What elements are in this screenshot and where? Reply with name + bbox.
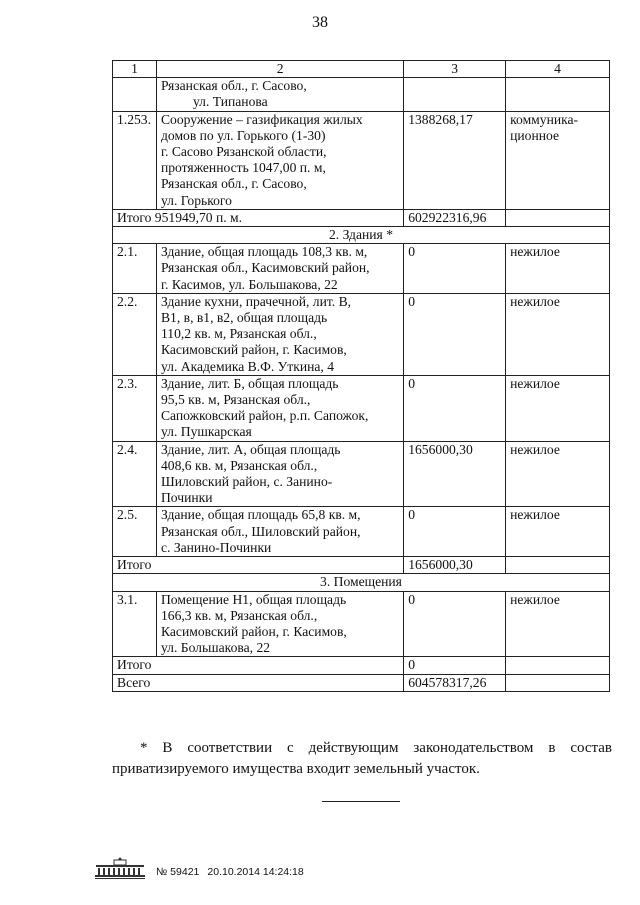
description-line: с. Занино-Починки <box>160 539 272 555</box>
row-description-cell <box>156 507 403 557</box>
header-cell: 3 <box>404 61 506 78</box>
row-description-cell <box>156 244 403 294</box>
separator-line <box>322 801 400 802</box>
section-row <box>113 574 610 591</box>
description-line: ул. Академика В.Ф. Уткина, 4 <box>160 358 335 374</box>
row-description-cell <box>156 293 403 375</box>
description-line: Шиловский район, с. Занино- <box>160 474 333 490</box>
row-purpose-cell <box>506 78 610 111</box>
row-description-cell <box>156 375 403 441</box>
stamp-datetime: 20.10.2014 14:24:18 <box>207 866 304 878</box>
row-purpose-cell <box>506 111 610 209</box>
row-purpose-cell: нежилое <box>506 507 610 557</box>
table-row <box>113 507 610 557</box>
description-line: 95,5 кв. м, Рязанская обл., <box>160 392 311 408</box>
total-value: 602922316,96 <box>404 209 506 226</box>
row-purpose-cell: нежилое <box>506 441 610 507</box>
grand-total-row <box>113 674 610 691</box>
description-line: Починки <box>160 490 213 506</box>
table-row <box>113 293 610 375</box>
row-number-cell: 2.5. <box>113 507 157 557</box>
table-row <box>113 441 610 507</box>
description-line: г. Касимов, ул. Большакова, 22 <box>160 276 338 292</box>
description-line: Рязанская обл., г. Сасово, <box>160 176 307 192</box>
description-line: ул. Большакова, 22 <box>160 640 271 656</box>
row-value-cell: 0 <box>404 293 506 375</box>
row-value-cell <box>404 78 506 111</box>
table-row <box>113 375 610 441</box>
description-line: ул. Пушкарская <box>160 424 252 440</box>
row-number-cell: 2.4. <box>113 441 157 507</box>
header-cell: 2 <box>156 61 403 78</box>
section-row <box>113 227 610 244</box>
description-line: протяженность 1047,00 п. м, <box>160 160 326 176</box>
row-purpose-cell: нежилое <box>506 244 610 294</box>
row-description-cell <box>156 78 403 111</box>
total-row <box>113 657 610 674</box>
description-line: Касимовский район, г. Касимов, <box>160 342 347 358</box>
total-label: Итого 951949,70 п. м. <box>113 209 404 226</box>
property-table <box>112 60 610 692</box>
description-line: Рязанская обл., г. Сасово, <box>160 78 307 94</box>
total-value: 1656000,30 <box>404 557 506 574</box>
header-cell: 1 <box>113 61 157 78</box>
row-number-cell: 2.2. <box>113 293 157 375</box>
description-line: г. Сасово Рязанской области, <box>160 144 327 160</box>
document-stamp <box>92 854 304 880</box>
row-number-cell: 1.253. <box>113 111 157 209</box>
total-row <box>113 209 610 226</box>
row-number-cell <box>113 78 157 111</box>
total-label: Итого <box>113 657 404 674</box>
total-row <box>113 557 610 574</box>
total-label: Итого <box>113 557 404 574</box>
table-row <box>113 244 610 294</box>
row-value-cell: 1388268,17 <box>404 111 506 209</box>
section-title: 2. Здания * <box>113 227 610 244</box>
description-line: 110,2 кв. м, Рязанская обл., <box>160 326 317 342</box>
row-purpose-cell: нежилое <box>506 293 610 375</box>
description-line: домов по ул. Горького (1-30) <box>160 127 326 143</box>
row-description-cell <box>156 441 403 507</box>
row-value-cell: 0 <box>404 591 506 657</box>
table-header-row <box>113 61 610 78</box>
description-line: Здание, лит. Б, общая площадь <box>160 375 339 391</box>
description-line: Здание, лит. А, общая площадь <box>160 441 341 457</box>
description-line: Рязанская обл., Шиловский район, <box>160 523 361 539</box>
row-value-cell: 1656000,30 <box>404 441 506 507</box>
row-value-cell: 0 <box>404 375 506 441</box>
section-title: 3. Помещения <box>113 574 610 591</box>
row-number-cell: 3.1. <box>113 591 157 657</box>
purpose-line: коммуника- <box>510 111 579 127</box>
description-line: Здание, общая площадь 65,8 кв. м, <box>160 507 361 523</box>
header-cell: 4 <box>506 61 610 78</box>
description-line: 166,3 кв. м, Рязанская обл., <box>160 607 318 623</box>
table-row <box>113 591 610 657</box>
stamp-number: № 59421 <box>156 866 200 878</box>
grand-total-label: Всего <box>113 674 404 691</box>
description-line: Сооружение – газификация жилых <box>160 111 363 127</box>
row-description-cell <box>156 591 403 657</box>
row-number-cell: 2.1. <box>113 244 157 294</box>
total-value: 0 <box>404 657 506 674</box>
description-line: Рязанская обл., Касимовский район, <box>160 260 370 276</box>
table-row <box>113 78 610 111</box>
description-line: Здание кухни, прачечной, лит. В, <box>160 293 352 309</box>
description-line: В1, в, в1, в2, общая площадь <box>160 310 328 326</box>
description-line: 408,6 кв. м, Рязанская обл., <box>160 457 318 473</box>
description-line: Здание, общая площадь 108,3 кв. м, <box>160 244 368 260</box>
row-number-cell: 2.3. <box>113 375 157 441</box>
description-line: ул. Типанова <box>192 94 268 110</box>
description-line: Сапожковский район, р.п. Сапожок, <box>160 408 369 424</box>
description-line: Помещение Н1, общая площадь <box>160 591 347 607</box>
row-purpose-cell: нежилое <box>506 591 610 657</box>
description-line: Касимовский район, г. Касимов, <box>160 623 347 639</box>
row-value-cell: 0 <box>404 244 506 294</box>
description-line: ул. Горького <box>160 192 232 208</box>
footnote: * В соответствии с действующим законодательством в состав приватизируемого имущества входит земельный участок. <box>112 740 612 777</box>
page-number: 38 <box>312 14 328 31</box>
government-building-icon <box>92 854 148 880</box>
grand-total-value: 604578317,26 <box>404 674 506 691</box>
table-row <box>113 111 610 209</box>
row-value-cell: 0 <box>404 507 506 557</box>
row-description-cell <box>156 111 403 209</box>
row-purpose-cell: нежилое <box>506 375 610 441</box>
purpose-line: ционное <box>510 127 560 143</box>
